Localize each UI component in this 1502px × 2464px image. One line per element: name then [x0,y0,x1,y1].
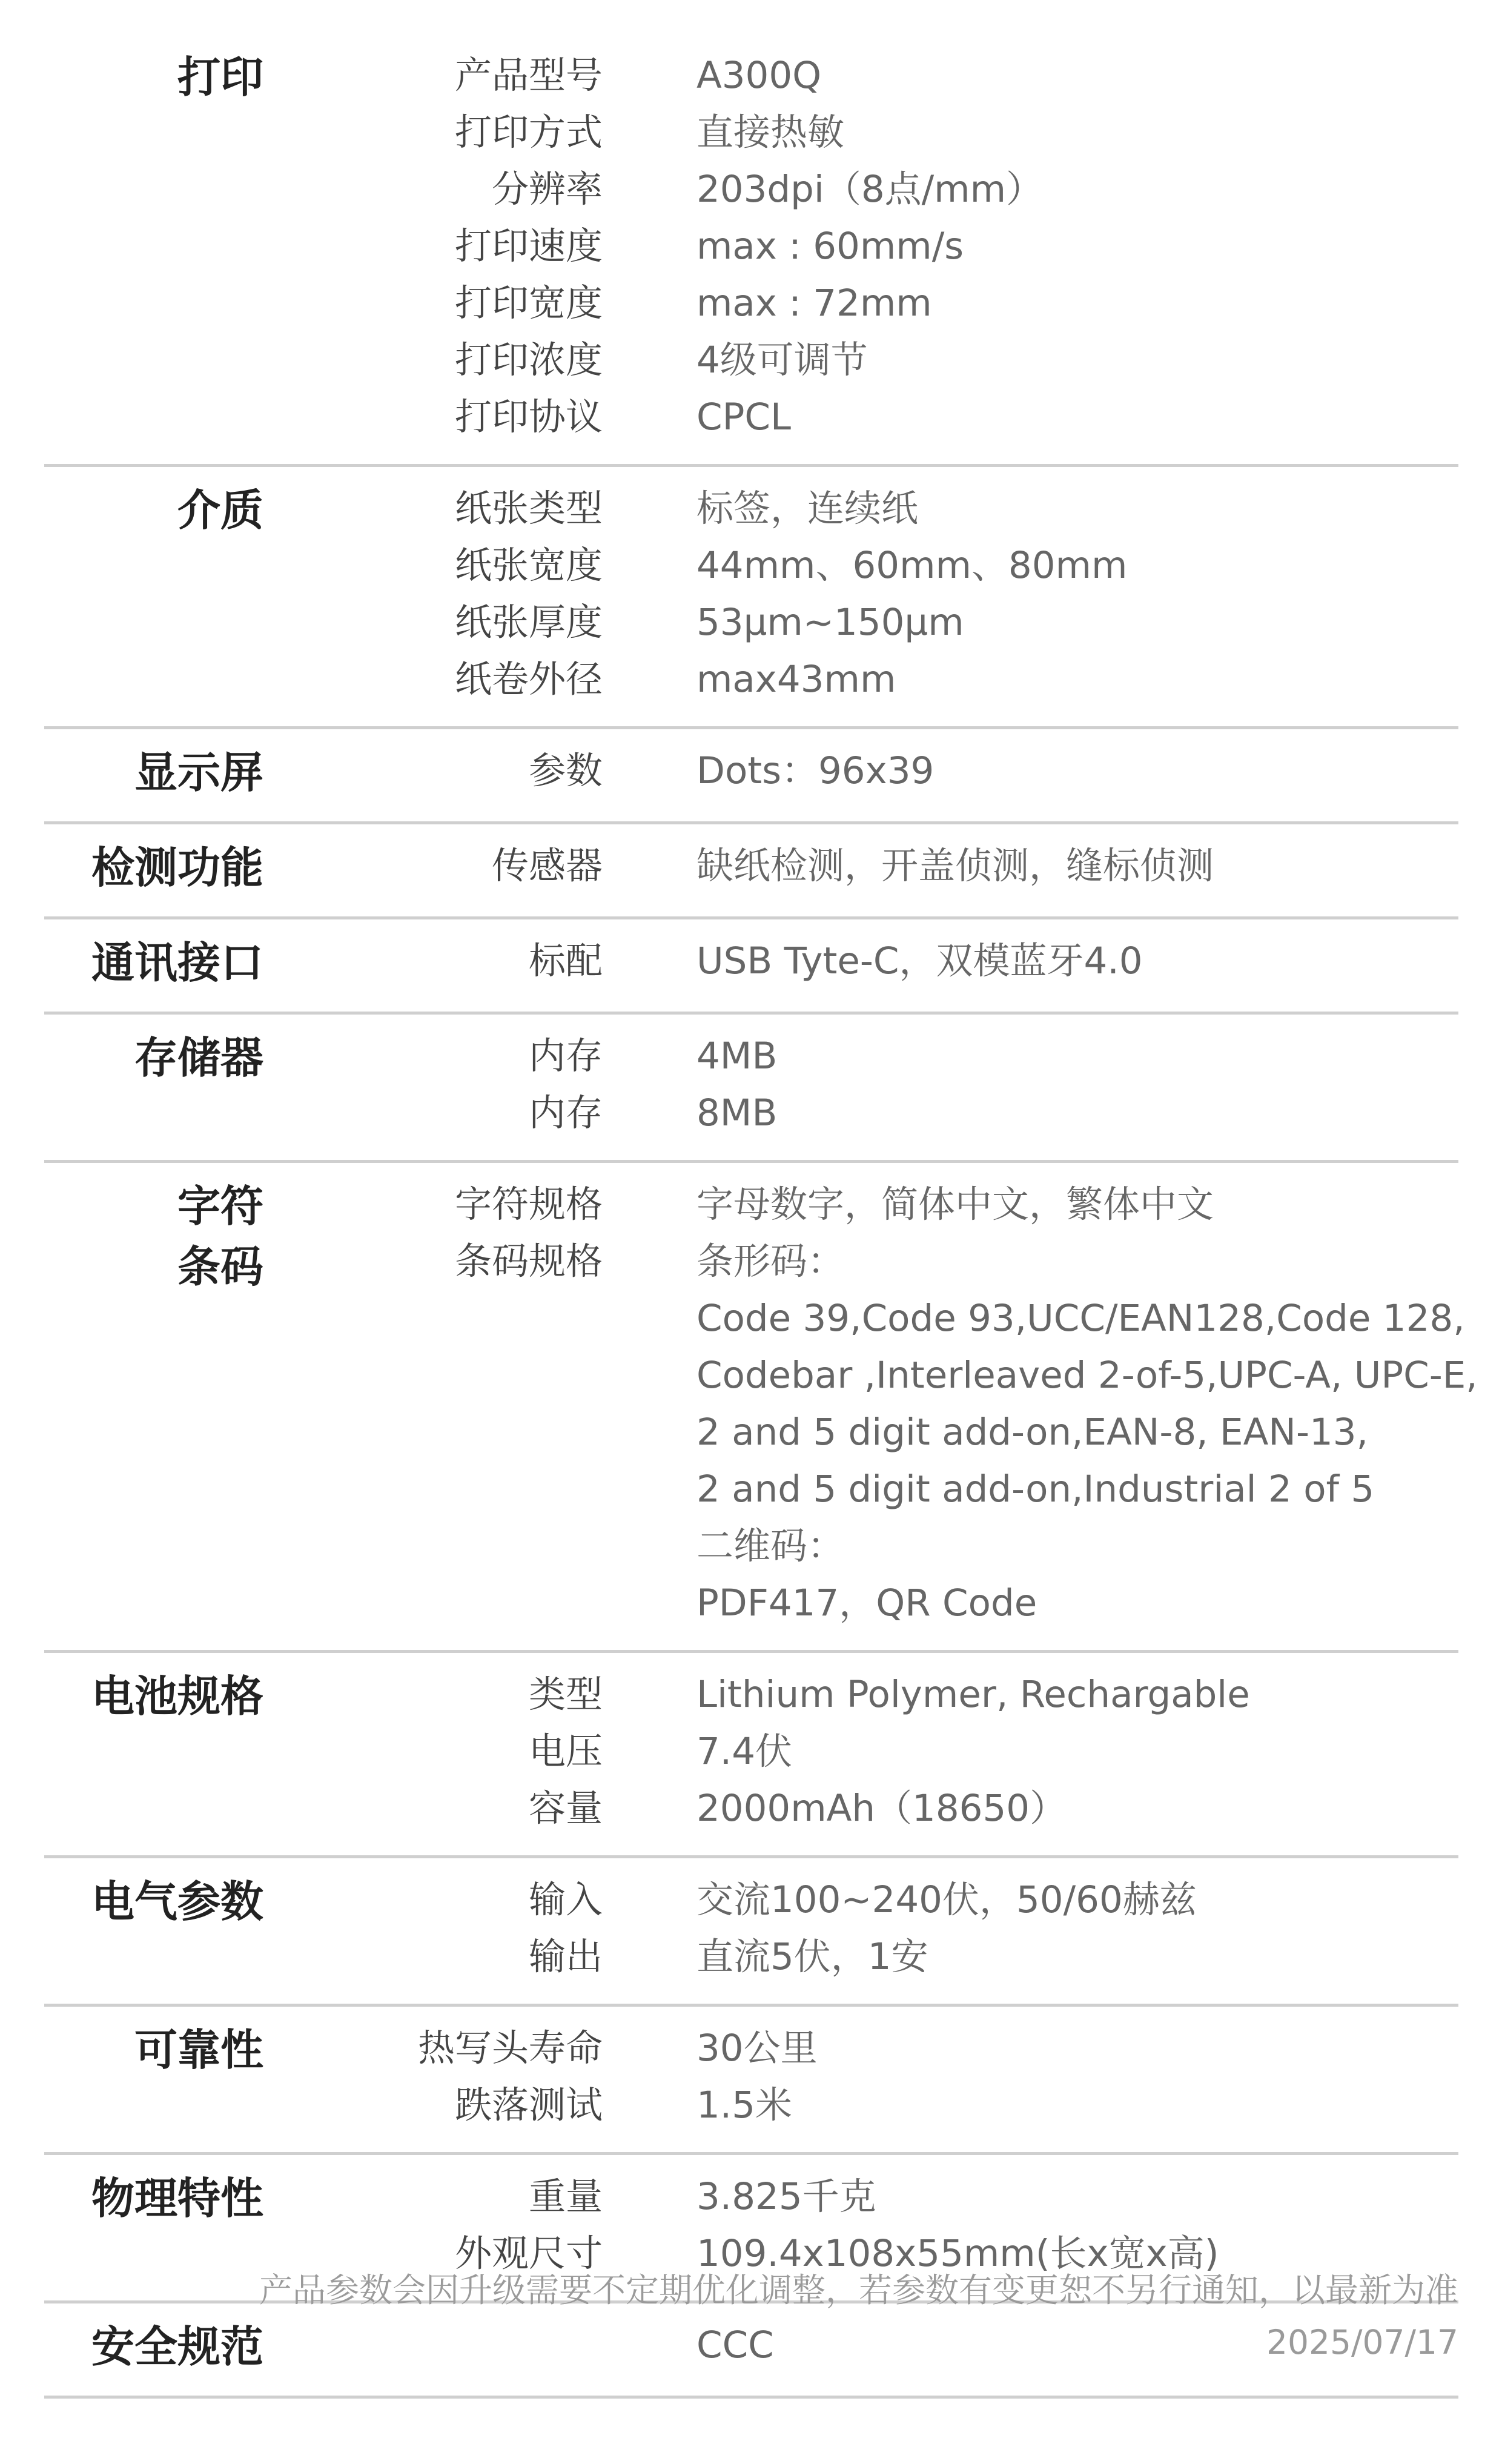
spec-section [44,47,1458,467]
spec-row [263,218,1458,275]
section-rows [263,838,1458,898]
spec-table [44,47,1478,2399]
spec-label: 分辨率 [491,168,603,211]
spec-row [263,1085,1458,1142]
spec-value: max : 72mm [696,282,932,325]
footer-date: 2025/07/17 [1266,2323,1458,2362]
spec-row [263,480,1458,537]
spec-row [263,275,1458,332]
spec-section [44,1015,1458,1163]
spec-section [44,467,1458,729]
spec-value: A300Q [696,54,822,97]
spec-label: 纸卷外径 [454,658,603,701]
section-category [44,838,263,898]
spec-value: max : 60mm/s [696,225,964,268]
spec-value: 109.4x108x55mm(长x宽x高) [696,2232,1219,2275]
category-label: 字符 [177,1181,263,1231]
spec-value: 8MB [696,1091,778,1134]
spec-value: 30公里 [696,2027,818,2070]
category-label: 电气参数 [91,1876,263,1927]
section-rows [263,1666,1458,1837]
section-rows [263,1872,1458,1985]
section-category [44,2168,263,2282]
spec-row [263,2077,1458,2134]
spec-value: CPCL [696,396,791,439]
spec-value: USB Tyte-C，双模蓝牙4.0 [696,939,1143,982]
spec-row [263,104,1458,161]
spec-label: 纸张宽度 [454,544,603,587]
spec-value-line: 条形码： [696,1240,845,1283]
spec-value: 53µm~150µm [696,601,964,644]
spec-row [263,651,1458,708]
spec-value: 4级可调节 [696,339,868,382]
section-category [44,2317,263,2377]
spec-value: 字母数字，简体中文，繁体中文 [696,1183,1214,1226]
section-category [44,2020,263,2134]
spec-row [263,1780,1458,1837]
spec-value: 标签，连续纸 [696,487,919,530]
spec-label: 打印协议 [454,396,603,439]
spec-value: 交流100~240伏，50/60赫兹 [696,1878,1197,1921]
spec-value: 4MB [696,1035,778,1078]
spec-label: 传感器 [491,844,603,887]
spec-label: 字符规格 [454,1183,603,1226]
spec-label: 纸张厚度 [454,601,603,644]
spec-value-line: 二维码： [696,1525,845,1568]
spec-label: 输入 [528,1878,603,1921]
spec-value: 2000mAh（18650） [696,1787,1067,1830]
spec-section [44,919,1458,1015]
spec-value-line: Code 39,Code 93,UCC/EAN128,Code 128, [696,1297,1465,1340]
section-category [44,1028,263,1142]
spec-row [263,1028,1458,1085]
section-rows [263,1176,1478,1632]
section-rows [263,480,1458,708]
spec-row [263,933,1458,990]
spec-value: 直接热敏 [696,111,845,154]
section-category [44,480,263,708]
spec-section [44,729,1458,824]
section-rows [263,933,1458,993]
category-label: 存储器 [134,1033,263,1083]
spec-value: 直流5伏，1安 [696,1935,928,1978]
category-label: 介质 [177,485,263,535]
spec-label: 纸张类型 [454,487,603,530]
category-label: 安全规范 [91,2322,263,2372]
spec-label: 参数 [528,749,603,792]
spec-label: 产品型号 [454,54,603,97]
spec-row [263,389,1458,446]
spec-value: 缺纸检测，开盖侦测，缝标侦测 [696,844,1214,887]
spec-value-line: PDF417，QR Code [696,1581,1037,1624]
spec-section [44,824,1458,919]
spec-value: 1.5米 [696,2084,793,2127]
spec-label: 打印宽度 [454,282,603,325]
spec-row [263,594,1458,651]
section-category [44,933,263,993]
spec-label: 打印浓度 [454,339,603,382]
spec-value: Dots：96x39 [696,749,935,792]
spec-value-multiline [696,1233,1478,1632]
category-label: 条码 [177,1242,263,1292]
section-rows [263,743,1458,803]
section-category [44,743,263,803]
category-label: 检测功能 [91,843,263,893]
spec-row [263,838,1458,895]
spec-label: 打印方式 [454,111,603,154]
footer-note: 产品参数会因升级需要不定期优化调整，若参数有变更恕不另行通知，以最新为准 [259,2271,1458,2310]
spec-row [263,47,1458,104]
spec-label: 外观尺寸 [454,2232,603,2275]
spec-value: 7.4伏 [696,1730,793,1773]
spec-row [263,1176,1478,1233]
category-label: 通讯接口 [91,938,263,988]
spec-label: 内存 [528,1035,603,1078]
spec-row [263,2168,1458,2225]
spec-value-line: 2 and 5 digit add-on,EAN-8, EAN-13, [696,1411,1368,1454]
spec-label: 跌落测试 [454,2084,603,2127]
spec-label: 内存 [528,1091,603,1134]
category-label: 显示屏 [134,747,263,798]
spec-label: 类型 [528,1673,603,1716]
spec-row [263,1872,1458,1929]
spec-section [44,1163,1478,1653]
section-category [44,47,263,446]
category-label: 打印 [177,52,263,102]
footer [259,2264,1458,2368]
spec-value: 203dpi（8点/mm） [696,168,1044,211]
spec-row [263,2020,1458,2077]
spec-label: 标配 [528,939,603,982]
spec-row [263,1233,1478,1632]
section-category [44,1872,263,1985]
spec-row [263,1723,1458,1780]
spec-label: 输出 [528,1935,603,1978]
spec-section [44,1653,1458,1858]
spec-row [263,1666,1458,1723]
spec-label: 电压 [528,1730,603,1773]
spec-label: 重量 [528,2175,603,2218]
category-label: 可靠性 [134,2025,263,2075]
spec-row [263,537,1458,594]
spec-value: Lithium Polymer, Rechargable [696,1673,1250,1716]
section-category [44,1176,263,1632]
spec-row [263,1929,1458,1985]
spec-section [44,1858,1458,2007]
section-rows [263,2020,1458,2134]
section-category [44,1666,263,1837]
spec-section [44,2007,1458,2155]
section-rows [263,47,1458,446]
spec-label: 热写头寿命 [417,2027,603,2070]
section-rows [263,1028,1458,1142]
spec-value: 44mm、60mm、80mm [696,544,1128,587]
spec-label: 条码规格 [454,1240,603,1283]
spec-row [263,743,1458,800]
spec-row [263,161,1458,218]
spec-row [263,332,1458,389]
spec-value: CCC [696,2323,774,2366]
spec-value: 3.825千克 [696,2175,876,2218]
spec-value-line: 2 and 5 digit add-on,Industrial 2 of 5 [696,1468,1375,1511]
category-label: 物理特性 [91,2173,263,2224]
category-label: 电池规格 [91,1671,263,1721]
spec-label: 容量 [528,1787,603,1830]
spec-value-line: Codebar ,Interleaved 2-of-5,UPC-A, UPC-E, [696,1354,1478,1397]
spec-value: max43mm [696,658,896,701]
spec-label: 打印速度 [454,225,603,268]
